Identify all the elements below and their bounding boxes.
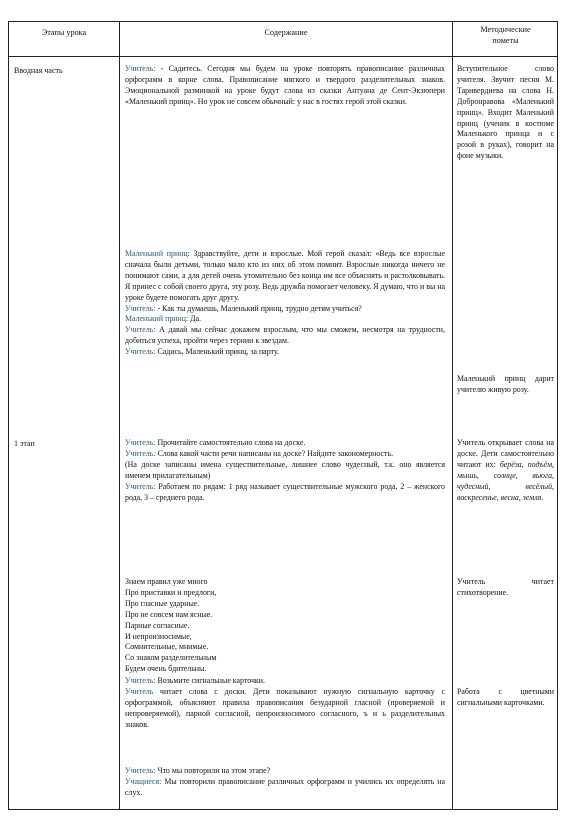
column-divider	[119, 22, 120, 809]
speaker-teacher: Учитель:	[125, 347, 156, 357]
note-intro: Вступительное слово учителя. Звучит песня М. Таривердиева на слова Н. Добронравова «Маленький принц». Входит Маленький принц (ученик в костюме Маленького принца и с розой в руках), говорит на фоне музыки.	[457, 64, 554, 161]
poem	[125, 577, 445, 675]
note-rose: Маленький принц дарит учителю живую розу.	[457, 374, 554, 394]
board-note: (На доске записаны имена существительные, лишнее слово чудесный, т.к. оно является именем прилагательным)	[125, 459, 445, 480]
poem-line: Про не совсем нам ясные.	[125, 609, 213, 619]
content-block-intro: Учитель: - Садитесь. Сегодня мы будем на уроке повторять правописание различных орфограмм в корне слова. Правописание мягкого и твердого разделительных знаков. Эмоциональной разминкой на уроке будут слова из сказки Антуана де Сент-Экзюпери «Маленький принц». Но урок не совсем обычный: у нас в гостях герой этой сказки.	[125, 64, 445, 106]
content-block-summary: Учитель: Что мы повторили на этом этапе? Учащиеся: Мы повторили правописание различных орфограмм и учились их определять на слух.	[125, 766, 445, 797]
header-stage: Этапы урока	[41, 28, 87, 37]
speaker-teacher: Учитель:	[125, 448, 156, 458]
poem-line: Про гласные ударные.	[125, 598, 200, 608]
stage-1: 1 этап	[14, 439, 35, 448]
column-divider	[452, 22, 453, 809]
content-block-prince: Маленький принц: Здравствуйте, дети и взрослые. Мой герой сказал: «Ведь все взрослые сначала были детьми, только мало кто из них об этом помнит. Взрослые никогда ничего не понимают сами, а для детей очень утомительно без конца им все объяснять и растолковывать. Я принес с собой своего друга, эту розу. Ведь дружба помогает человеку. Я думаю, что и вы на уроке будете помогать друг другу. Учитель: - Как ты думаешь, Маленький принц, трудно детям учиться? Маленький принц: Да. Учитель: А давай мы сейчас докажем взрослым, что мы сможем, несмотря на трудности, добиться успеха, пройти через тернии к звездам. Учитель: Садись, Маленький принц, за парту.	[125, 249, 445, 357]
stage-intro: Вводная часть	[14, 66, 63, 75]
poem-line: Знаем правил уже много	[125, 577, 208, 586]
poem-line: Со знаком разделительным	[125, 653, 217, 663]
speaker-teacher: Учитель:	[125, 438, 156, 447]
speaker-prince: Маленький принц	[125, 314, 186, 324]
note-words: Учитель открывает слова на доске. Дети самостоятельно читают их: берёза, подъём, мышь, солнце, вьюга, чудесный, весёлый, воскресенье, весна, земля.	[457, 438, 554, 502]
poem-line: Сомнительные, мнимые.	[125, 642, 209, 652]
speaker-teacher: Учитель:	[125, 481, 156, 491]
speaker-teacher: Учитель:	[125, 64, 156, 73]
note-poem: Учитель читает стихотворение.	[457, 577, 554, 597]
speaker-teacher: Учитель:	[125, 303, 156, 313]
header-content: Содержание	[264, 28, 308, 37]
poem-line: Будем очень бдительны.	[125, 664, 207, 674]
speaker-teacher: Учитель:	[125, 676, 156, 685]
content-block-stage1: Учитель: Прочитайте самостоятельно слова на доске. Учитель: Слова какой части речи написаны на доске? Найдите закономерность. (На доске записаны имена существительные, лишнее слово чудесный, т.к. оно является именем прилагательным) Учитель: Работаем по рядам: 1 ряд называет существительные мужского рода, 2 – женского рода, 3 – среднего рода.	[125, 438, 445, 502]
poem-line: И непроизносимые,	[125, 631, 192, 641]
speaker-teacher: Учитель	[125, 686, 154, 696]
poem-line: Парные согласные.	[125, 620, 190, 630]
speaker-students: Учащиеся:	[125, 776, 162, 786]
speaker-teacher: Учитель:	[125, 766, 156, 775]
speaker-teacher: Учитель:	[125, 325, 156, 335]
poem-line: Про приставки и предлоги,	[125, 587, 217, 597]
speaker-prince: Маленький принц	[125, 249, 188, 258]
header-notes: Методические пометы	[480, 25, 531, 45]
note-cards: Работа с цветными сигнальными карточками.	[457, 687, 554, 707]
header-divider	[9, 56, 557, 57]
lesson-table	[8, 21, 558, 810]
content-block-cards: Учитель: Возьмите сигнальные карточки. Учитель читает слова с доски. Дети показывают нужную сигнальную карточку с орфограммой, объясняют правила правописания безударной гласной (проверяемой и непроверяемой), парной согласной, непроизносимого согласного, ъ и ь разделительных знаков.	[125, 676, 445, 729]
word-list: берёза, подъём, мышь, солнце, вьюга, чудесный, весёлый, воскресенье, весна, земля.	[457, 459, 554, 502]
